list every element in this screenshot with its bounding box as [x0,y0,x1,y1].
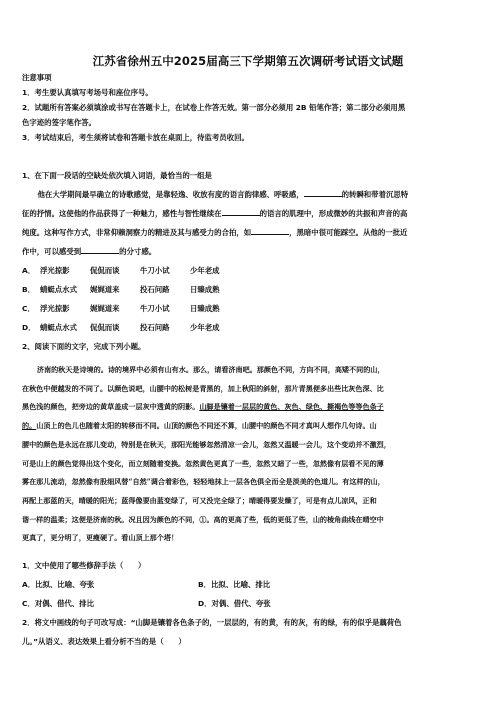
notice-item: 色字迹的签字笔作答。 [22,118,96,127]
option-word: 娓娓道来 [90,285,120,294]
page-title: 江苏省徐州五中2025届高三下学期第五次调研考试语文试题 [92,54,404,68]
question-2-stem: 2、阅读下面的文字，完成下列小题。 [22,342,146,351]
option-word: 牛刀小试 [140,304,170,313]
option-label: D． [22,323,36,332]
passage-text: 他在大学期间最早确立的诗歌感觉，是靠轻逸、收放有度的语言韵律感、呼吸感， [37,190,304,199]
passage-text: 纯度。这种写作方式，非常仰赖洞察力的精进及其与感受力的合拍，如 [22,228,252,237]
passage-text: 的语言的肌理中，形成微妙的共振和声音的高 [259,209,408,218]
notice-section [22,70,476,145]
option-word: 少年老成 [190,266,220,275]
underlined-sentence: 山脚是镶着一层层的黄色、灰色、绿色、撕褐色等等色条子 [199,402,384,412]
option-word: 侃侃而谈 [90,323,120,332]
passage-text: 谐一样的温柔；这便是济南的秋。况且因为颜色的不同， [22,514,200,524]
option-text: 对偶、借代、夸张 [211,599,271,608]
notice-item: 2．试题所有答案必须填涂或书写在答题卡上，在试卷上作答无效。第一部分必须用 2B 铅笔作答；第二部分必须用黑 [22,103,406,112]
passage-text: 山顶上的色儿也随着太阳的转移而不同。山顶的颜色不同还不算，山腰中的颜色不同才真叫人想作几句诗。山 [36,421,377,431]
passage-line [22,398,476,417]
underlined-sentence: 的。 [22,421,37,431]
passage-line: 腰中的颜色是永远在那儿变动，特别是在秋天，那阳光能够忽然清凉一会儿，忽然又温暖一会儿，这个变动并不激烈， [22,439,391,449]
option-a[interactable] [22,261,476,280]
option-word: 投石问路 [140,323,170,332]
passage-line: 更真了，更分明了，更瘦硬了。看山顶上那个塔！ [22,533,179,543]
option-a[interactable] [22,575,198,594]
option-b[interactable] [198,575,374,594]
passage-text: 征的抒情。这使他的作品获得了一种魅力，感性与智性继续在 [22,209,222,218]
passage-line [22,511,476,530]
sub-question-2-stem-cont: 儿。”从语义、表达效果上看分析不当的是（ ） [22,637,186,646]
fill-blank [222,206,260,216]
question-1-passage [22,185,476,204]
notice-item: 1．考生要认真填写考场号和座位序号。 [22,88,153,97]
option-c[interactable] [22,594,198,613]
option-word: 投石问路 [140,285,170,294]
option-word: 少年老成 [190,323,220,332]
sub-question-1-stem: 1．文中使用了哪些修辞手法（ ） [22,561,146,570]
passage-line: 再配上那蓝的天，晴暖的阳光；蓝得像要由蓝变绿了，可又没完全绿了；晴暖得要发燥了，可是有点儿凉风，正和 [22,495,377,505]
notice-heading: 注意事项 [22,73,52,82]
option-text: 比拟、比喻、夸张 [35,580,95,589]
passage-line: 在秋色中便越发的不同了。以颜色说吧，山腰中的松树是青黑的，加上秋阳的斜射，那片青黑便多出些比灰色深、比 [22,383,384,393]
option-text: 比拟、比喻、排比 [211,580,271,589]
option-label: C． [22,304,35,313]
option-label: C． [22,599,35,608]
sub-question-2-stem: 2．将文中画线的句子可改写成：“山脚是镶着各色条子的，一层层的，有的黄，有的灰，有的绿，有的似乎是藕荷色 [22,618,402,627]
passage-text: 。高的更高了些，低的更低了些，山的棱角曲线在晴空中 [206,514,384,524]
option-word: 日臻成熟 [190,285,220,294]
option-c[interactable] [22,299,476,318]
reading-passage [22,361,476,548]
fill-blank [251,225,289,235]
sub-question-1-options-row [22,575,476,594]
option-word: 侃侃而谈 [90,266,120,275]
question-1-passage-line [22,204,476,223]
option-d[interactable] [198,594,374,613]
option-word: 蜻蜓点水式 [40,323,77,332]
passage-line: 雾在那儿流动，忽然像有股细风替“自然”调合着彩色，轻轻地抹上一层各色俱全而全是淡美的色道儿。有这样的山， [22,477,385,487]
question-1-stem: 1、在下面一段话的空缺处依次填入词语，最恰当的一组是 [22,171,212,180]
question-1 [22,166,476,356]
passage-line [22,417,476,436]
option-word: 娓娓道来 [90,304,120,313]
passage-text: 的分寸感。 [119,247,157,256]
option-word: 浮光掠影 [40,266,70,275]
question-1-passage-line [22,242,476,261]
sub-question-1-options-row [22,594,476,613]
passage-line: 可是山上的颜色觉得出这个变化，而立刻随着变换。忽然黄色更真了一些，忽然又暗了一些，忽然像有层看不见的薄 [22,458,384,468]
option-word: 牛刀小试 [140,266,170,275]
option-label: D． [198,599,212,608]
option-word: 浮光掠影 [40,304,70,313]
blank-marker: ① [199,514,207,524]
question-1-passage-line [22,223,476,242]
option-label: A． [22,266,36,275]
option-b[interactable] [22,280,476,299]
passage-text: 黑色浅的颜色，把旁边的黄草盖成一层灰中透黄的阴影。 [22,402,200,412]
fill-blank [81,244,119,254]
passage-line: 济南的秋天是诗境的。诗的境界中必须有山有水。那么，请看济南吧。那颜色不同，方向不同，高矮不同的山， [36,365,385,374]
option-word: 日臻成熟 [190,304,220,313]
option-d[interactable] [22,318,476,337]
passage-text: 作中，可以感受到 [22,247,82,256]
option-text: 对偶、借代、排比 [34,599,94,608]
sub-questions [22,556,476,651]
option-label: B． [22,285,36,294]
option-label: B． [198,580,212,589]
notice-item: 3．考试结束后，考生须将试卷和答题卡放在桌面上，待监考员收回。 [22,133,249,142]
passage-text: 的转瞬和带着沉思特 [341,190,409,199]
option-word: 蜻蜓点水式 [40,285,77,294]
fill-blank [304,187,342,197]
option-label: A． [22,580,36,589]
passage-text: ，黑暗中很可能踩空。从他的一批近 [289,228,408,237]
